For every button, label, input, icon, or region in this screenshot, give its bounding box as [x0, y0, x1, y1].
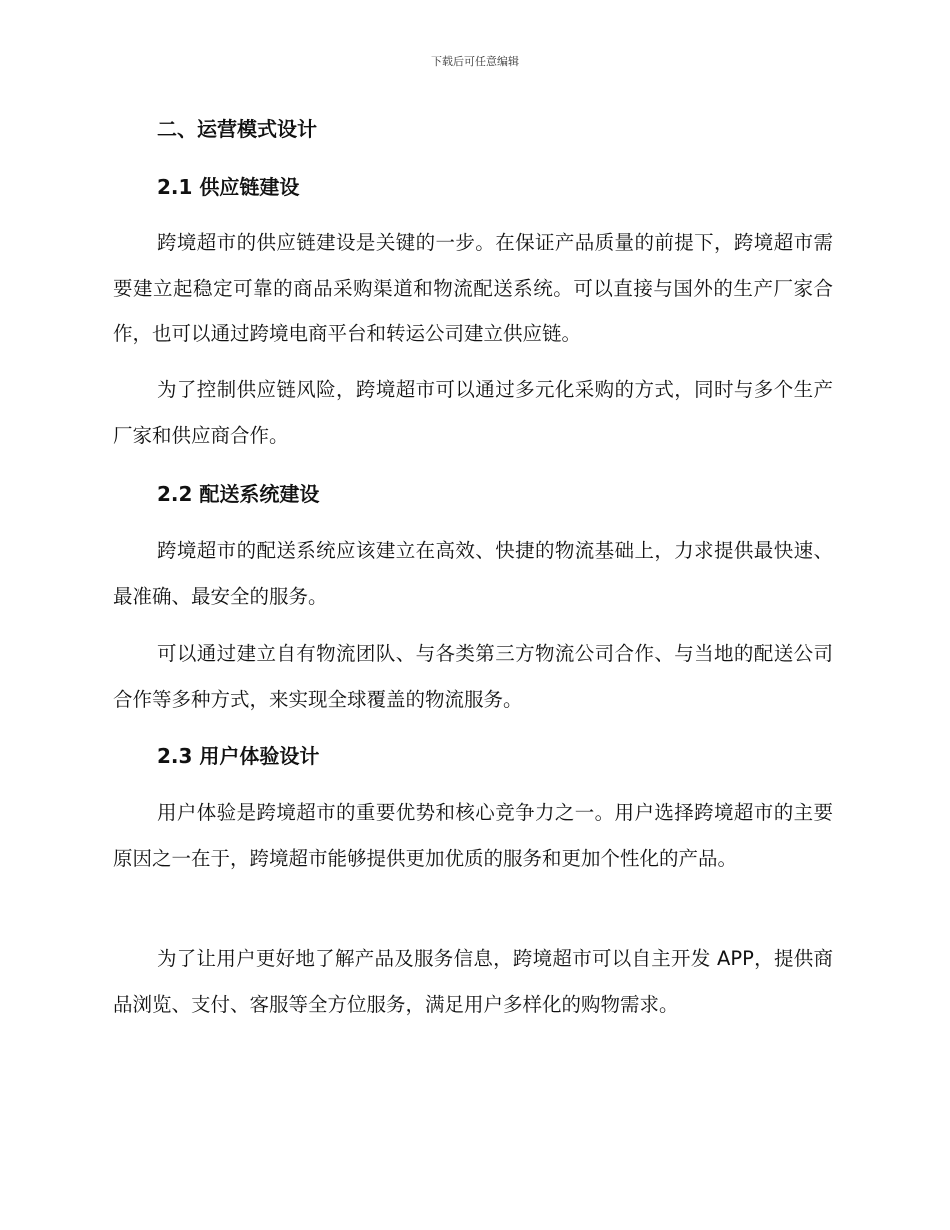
paragraph-2-3-1: 用户体验是跨境超市的重要优势和核心竞争力之一。用户选择跨境超市的主要原因之一在于，跨境超市能够提供更加优质的服务和更加个性化的产品。: [113, 801, 833, 870]
paragraph-2-1-2: 为了控制供应链风险，跨境超市可以通过多元化采购的方式，同时与多个生产厂家和供应商合作。: [113, 378, 833, 447]
subsection-title-2-3: 2.3 用户体验设计: [157, 744, 320, 768]
section-title: 二、运营模式设计: [157, 117, 317, 141]
subsection-title-2-2: 2.2 配送系统建设: [157, 482, 320, 506]
subsection-title-2-1: 2.1 供应链建设: [157, 175, 300, 199]
paragraph-2-1-1: 跨境超市的供应链建设是关键的一步。在保证产品质量的前提下，跨境超市需要建立起稳定可靠的商品采购渠道和物流配送系统。可以直接与国外的生产厂家合作，也可以通过跨境电商平台和转运公司建立供应链。: [113, 231, 833, 345]
paragraph-2-2-1: 跨境超市的配送系统应该建立在高效、快捷的物流基础上，力求提供最快速、最准确、最安全的服务。: [113, 539, 833, 608]
paragraph-2-2-2: 可以通过建立自有物流团队、与各类第三方物流公司合作、与当地的配送公司合作等多种方式，来实现全球覆盖的物流服务。: [113, 642, 833, 711]
paragraph-2-3-2: 为了让用户更好地了解产品及服务信息，跨境超市可以自主开发 APP，提供商品浏览、支付、客服等全方位服务，满足用户多样化的购物需求。: [113, 947, 833, 1016]
page-header: 下载后可任意编辑: [431, 55, 519, 68]
